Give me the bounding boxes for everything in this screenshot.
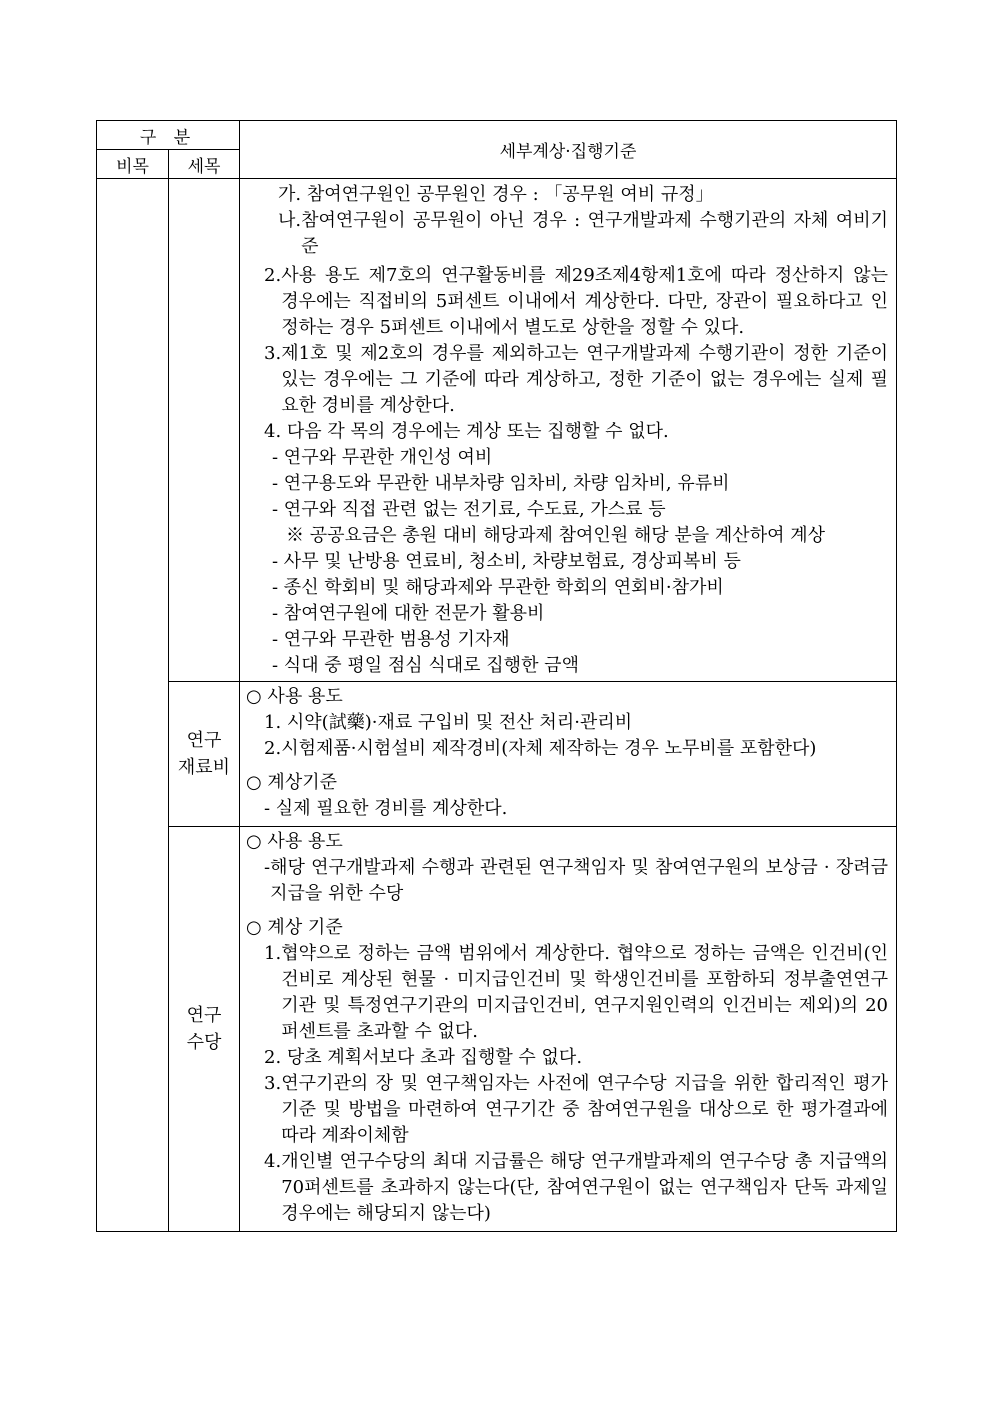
header-gubun: 구 분 (97, 121, 240, 150)
row3-item-3-num: 3. (264, 1073, 282, 1094)
row1-item-2 (264, 263, 888, 341)
row1-content (240, 179, 897, 682)
row1-list-item: - 연구와 무관한 개인성 여비 (272, 447, 493, 468)
row1-item-3-num: 3. (264, 343, 282, 364)
semok-cell-empty (169, 179, 240, 682)
row1-list-item: - 식대 중 평일 점심 식대로 집행한 금액 (272, 655, 579, 676)
row3-item-2: 2. 당초 계획서보다 초과 집행할 수 없다. (264, 1047, 583, 1068)
row1-item-ga: 가. 참여연구원인 공무원인 경우 : 「공무원 여비 규정」 (278, 184, 714, 205)
row3-criteria-title: ○ 계상 기준 (246, 917, 343, 938)
row2-item-2 (264, 736, 888, 762)
row3-item-4-num: 4. (264, 1151, 282, 1172)
row2-item-2-text: 시험제품·시험설비 제작경비(자체 제작하는 경우 노무비를 포함한다) (281, 738, 817, 759)
row3-usage-num: - (264, 857, 271, 878)
row2-item-2-num: 2. (264, 738, 282, 759)
row1-list-item: - 연구와 직접 관련 없는 전기료, 수도료, 가스료 등 (272, 499, 666, 520)
row3-item-1-text: 협약으로 정하는 금액 범위에서 계상한다. 협약으로 정하는 금액은 인건비(인건비로 계상된 현물 · 미지급인건비 및 학생인건비를 포함하되 정부출연연구기관 및 특정연구기관의 미지급인건비, 연구지원인력의 인건비는 제외)의 20퍼센트를 초과할 수 없다. (281, 943, 888, 1042)
row2-criteria-title: ○ 계상기준 (246, 772, 337, 793)
header-bimok: 비목 (97, 150, 169, 179)
row3-item-1 (264, 941, 888, 1045)
row1-item-2-num: 2. (264, 265, 282, 286)
row1-item-na-text: 참여연구원이 공무원이 아닌 경우 : 연구개발과제 수행기관의 자체 여비기준 (301, 210, 888, 257)
row1-item-na (278, 208, 888, 260)
row2-content (240, 682, 897, 827)
row1-item-3 (264, 341, 888, 419)
row3-content (240, 827, 897, 1232)
row3-item-3 (264, 1071, 888, 1149)
budget-criteria-table (96, 120, 897, 1232)
row2-usage-title: ○ 사용 용도 (246, 686, 343, 707)
row3-item-4-text: 개인별 연구수당의 최대 지급률은 해당 연구개발과제의 연구수당 총 지급액의 70퍼센트를 초과하지 않는다(단, 참여연구원이 없는 연구책임자 단독 과제일 경우에는 해당되지 않는다) (281, 1151, 888, 1224)
row1-item-4: 4. 다음 각 목의 경우에는 계상 또는 집행할 수 없다. (264, 421, 669, 442)
row1-list-item: - 종신 학회비 및 해당과제와 무관한 학회의 연회비·참가비 (272, 577, 724, 598)
row1-item-na-num: 나. (278, 210, 302, 231)
row3-item-4 (264, 1149, 888, 1227)
row1-list-item: - 연구와 무관한 범용성 기자재 (272, 629, 510, 650)
row2-criteria-item: - 실제 필요한 경비를 계상한다. (264, 798, 508, 819)
row1-list-item: - 참여연구원에 대한 전문가 활용비 (272, 603, 545, 624)
semok-research-materials: 연구 재료비 (169, 682, 240, 827)
row3-item-3-text: 연구기관의 장 및 연구책임자는 사전에 연구수당 지급을 위한 합리적인 평가기준 및 방법을 마련하여 연구기간 중 참여연구원을 대상으로 한 평가결과에 따라 계좌이체함 (281, 1073, 888, 1146)
header-semok: 세목 (169, 150, 240, 179)
row1-item-2-text: 사용 용도 제7호의 연구활동비를 제29조제4항제1호에 따라 정산하지 않는 경우에는 직접비의 5퍼센트 이내에서 계상한다. 다만, 장관이 필요하다고 인정하는 경우 5퍼센트 이내에서 별도로 상한을 정할 수 있다. (281, 265, 888, 338)
semok-research-allowance: 연구 수당 (169, 827, 240, 1232)
row1-item-3-text: 제1호 및 제2호의 경우를 제외하고는 연구개발과제 수행기관이 정한 기준이 있는 경우에는 그 기준에 따라 계상하고, 정한 기준이 없는 경우에는 실제 필요한 경비를 계상한다. (281, 343, 888, 416)
row2-item-1: 1. 시약(試藥)·재료 구입비 및 전산 처리·관리비 (264, 712, 633, 733)
row3-usage-text: 해당 연구개발과제 수행과 관련된 연구책임자 및 참여연구원의 보상금 · 장려금 지급을 위한 수당 (270, 857, 888, 904)
row3-item-1-num: 1. (264, 943, 282, 964)
row3-usage-item (246, 855, 888, 907)
row1-list-item: - 연구용도와 무관한 내부차량 임차비, 차량 임차비, 유류비 (272, 473, 730, 494)
header-criteria: 세부계상·집행기준 (240, 121, 897, 179)
row1-note: ※ 공공요금은 총원 대비 해당과제 참여인원 해당 분을 계산하여 계상 (286, 525, 825, 546)
row3-usage-title: ○ 사용 용도 (246, 831, 343, 852)
row1-list-item: - 사무 및 난방용 연료비, 청소비, 차량보험료, 경상피복비 등 (272, 551, 741, 572)
bimok-cell (97, 179, 169, 1232)
